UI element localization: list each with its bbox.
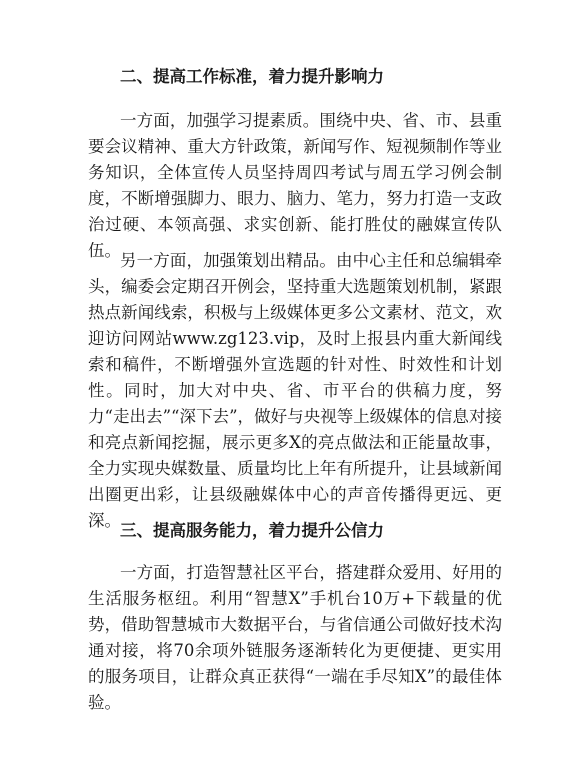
section-heading-2: 二、提高工作标准，着力提升影响力 xyxy=(120,67,384,86)
paragraph-smart-community: 一方面，打造智慧社区平台，搭建群众爱用、好用的生活服务枢纽。利用“智慧X”手机台10万+下载量的优势，借助智慧城市大数据平台，与省信通公司做好技术沟通对接，将70余项外链服务逐渐转化为更便捷、更实用的服务项目，让群众真正获得“一端在手尽知X”的最佳体验。 xyxy=(88,563,502,712)
paragraph-learning: 一方面，加强学习提素质。围绕中央、省、市、县重要会议精神、重大方针政策，新闻写作、短视频制作等业务知识，全体宣传人员坚持周四考试与周五学习例会制度，不断增强脚力、眼力、脑力、笔力，努力打造一支政治过硬、本领高强、求实创新、能打胜仗的融媒宣传队伍。 xyxy=(88,111,502,260)
section-heading-3: 三、提高服务能力，着力提升公信力 xyxy=(120,521,384,540)
paragraph-planning: 另一方面，加强策划出精品。由中心主任和总编辑牵头，编委会定期召开例会，坚持重大选题策划机制，紧跟热点新闻线索，积极与上级媒体更多公文素材、范文，欢迎访问网站www.zg123.vip，及时上报县内重大新闻线索和稿件，不断增强外宣选题的针对性、时效性和计划性。同时，加大对中央、省、市平台的供稿力度，努力“走出去”“深下去”，做好与央视等上级媒体的信息对接和亮点新闻挖掘，展示更多X的亮点做法和正能量故事，全力实现央媒数量、质量均比上年有所提升，让县域新闻出圈更出彩，让县级融媒体中心的声音传播得更远、更深。 xyxy=(88,251,502,530)
